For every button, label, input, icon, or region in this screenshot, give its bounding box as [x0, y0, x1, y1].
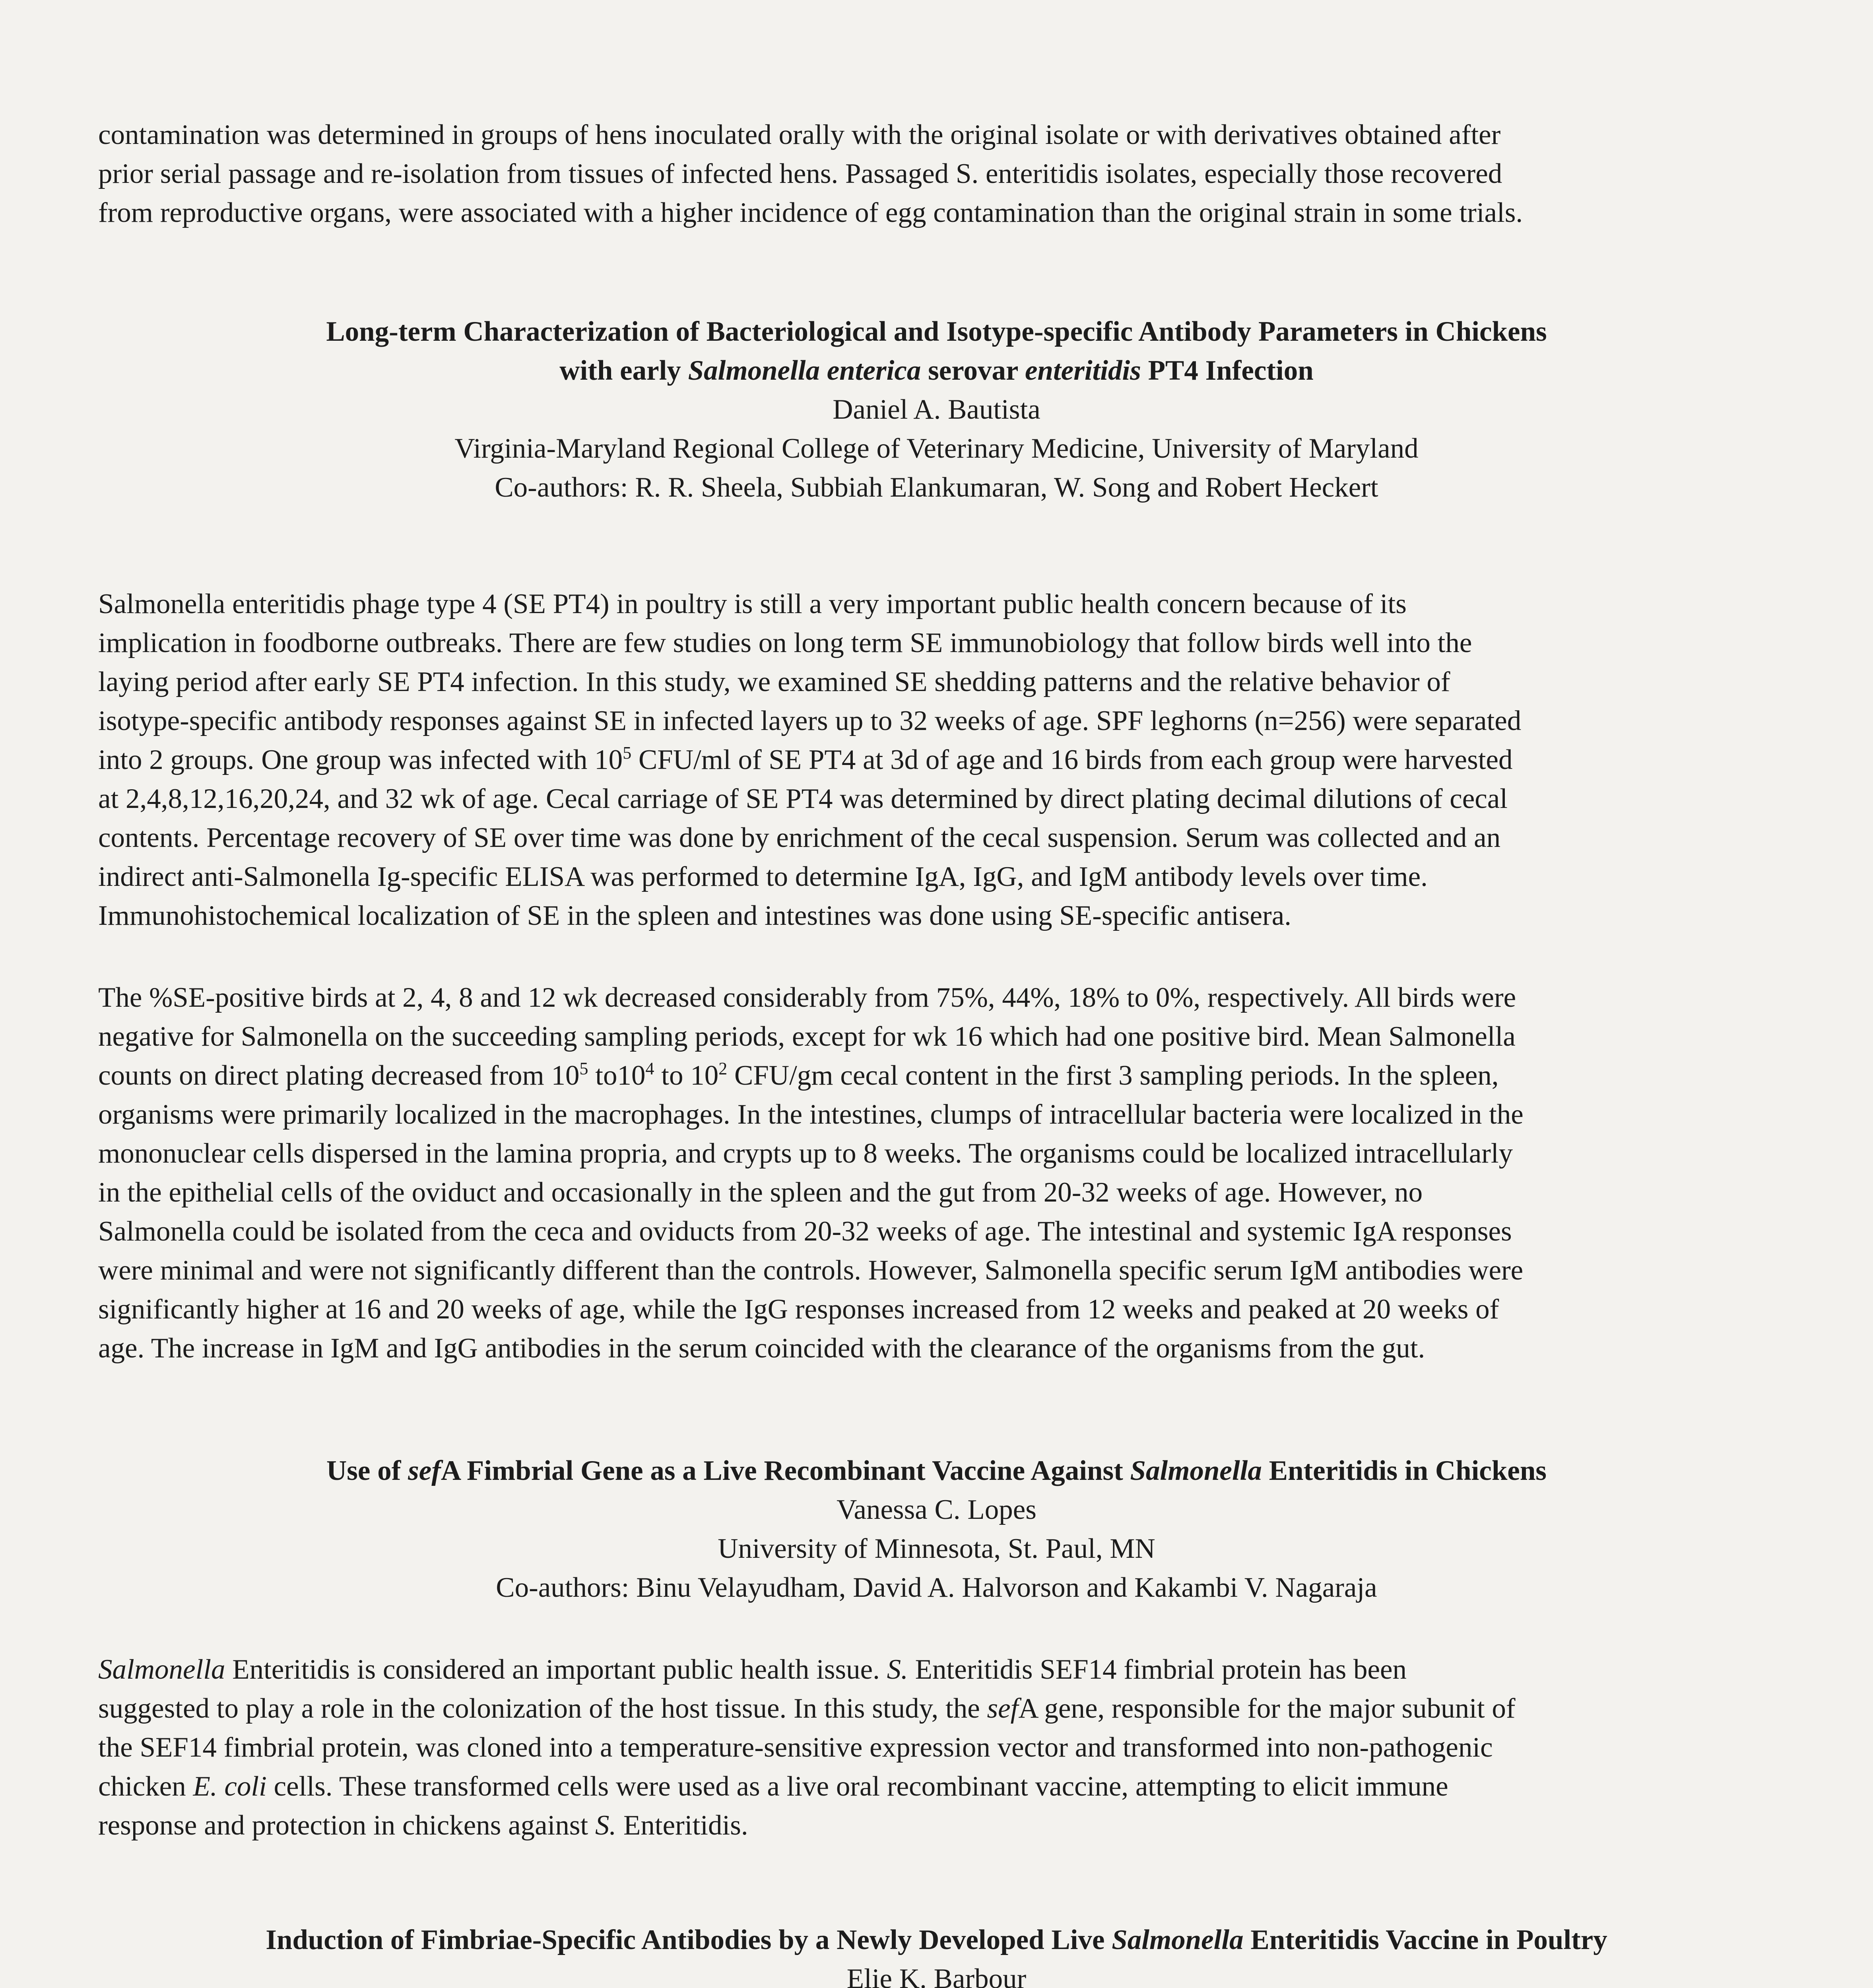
abstract1-title-line2: with early Salmonella enterica serovar enteritidis PT4 Infection — [559, 355, 1314, 386]
intro-paragraph — [98, 115, 1768, 232]
abstract2-title: Use of sefA Fimbrial Gene as a Live Recombinant Vaccine Against Salmonella Enteritidis in Chickens — [326, 1455, 1547, 1486]
text-line: contamination was determined in groups of hens inoculated orally with the original isolate or with derivatives obtained after — [98, 119, 1501, 150]
abstract2-coauthors: Co-authors: Binu Velayudham, David A. Halvorson and Kakambi V. Nagaraja — [496, 1572, 1377, 1603]
abstract3-author: Elie K. Barbour — [846, 1963, 1027, 1988]
abstract1-paragraph2: The %SE-positive birds at 2, 4, 8 and 12 wk decreased considerably from 75%, 44%, 18% to 0%, respectively. All birds were negative for Salmonella on the succeeding sampling periods, except for wk 16 which had one positive bird. Mean Salmonella counts on direct plating decreased from $10^5$ $to10^4$ to $10^2$ CFU/gm cecal content in the first 3 sampling periods. In the spleen, organisms were primarily localized in the macrophages. In the intestines, clumps of intracellular bacteria were localized in the mononuclear cells dispersed in the lamina propria, and crypts up to 8 weeks. The organisms could be localized intracellularly in the epithelial cells of the oviduct and occasionally in the spleen and the gut from 20-32 weeks of age. However, no Salmonella could be isolated from the ceca and oviducts from 20-32 weeks of age. The intestinal and systemic IgA responses were minimal and were not significantly different than the controls. However, Salmonella specific serum IgM antibodies were significantly higher at 16 and 20 weeks of age, while the IgG responses increased from 12 weeks and peaked at 20 weeks of age. The increase in IgM and IgG antibodies in the serum coincided with the clearance of the organisms from the gut. — [98, 982, 1524, 1364]
abstract2-author: Vanessa C. Lopes — [837, 1494, 1036, 1525]
abstract1-coauthors: Co-authors: R. R. Sheela, Subbiah Elankumaran, W. Song and Robert Heckert — [495, 472, 1378, 503]
abstract2-body: Salmonella Enteritidis is considered an important public health issue. S. Enteritidis SEF14 fimbrial protein has been suggested to play a role in the colonization of the host tissue. In this study, the sefA gene, responsible for the major subunit of the SEF14 fimbrial protein, was cloned into a temperature-sensitive expression vector and transformed into non-pathogenic chicken E. coli cells. These transformed cells were used as a live oral recombinant vaccine, attempting to elicit immune response and protection in chickens against S. Enteritidis. — [98, 1654, 1516, 1841]
abstract1-paragraph1: Salmonella enteritidis phage type 4 (SE PT4) in poultry is still a very important public health concern because of its implication in foodborne outbreaks. There are few studies on long term SE immunobiology that follow birds well into the laying period after early SE PT4 infection. In this study, we examined SE shedding patterns and the relative behavior of isotype-specific antibody responses against SE in infected layers up to 32 weeks of age. SPF leghorns (n=256) were separated into 2 groups. One group was infected with $10^5$ CFU/ml of SE PT4 at 3d of age and 16 birds from each group were harvested at 2,4,8,12,16,20,24, and 32 wk of age. Cecal carriage of SE PT4 was determined by direct plating decimal dilutions of cecal contents. Percentage recovery of SE over time was done by enrichment of the cecal suspension. Serum was collected and an indirect anti-Salmonella Ig-specific ELISA was performed to determine IgA, IgG, and IgM antibody levels over time. Immunohistochemical localization of SE in the spleen and intestines was done using SE-specific antisera. — [98, 588, 1522, 931]
abstract1-title-line1: Long-term Characterization of Bacteriological and Isotype-specific Antibody Parameters in Chickens — [326, 316, 1547, 347]
text-line: from reproductive organs, were associated with a higher incidence of egg contamination than the original strain in some trials. — [98, 197, 1523, 228]
text-line: prior serial passage and re-isolation from tissues of infected hens. Passaged S. enteritidis isolates, especially those recovered — [98, 158, 1502, 189]
abstract1-affiliation: Virginia-Maryland Regional College of Veterinary Medicine, University of Maryland — [454, 433, 1419, 464]
abstract3-title: Induction of Fimbriae-Specific Antibodies by a Newly Developed Live Salmonella Enteritidis Vaccine in Poultry — [266, 1924, 1607, 1955]
abstract2-affiliation: University of Minnesota, St. Paul, MN — [718, 1533, 1155, 1564]
abstract1-author: Daniel A. Bautista — [833, 394, 1040, 425]
